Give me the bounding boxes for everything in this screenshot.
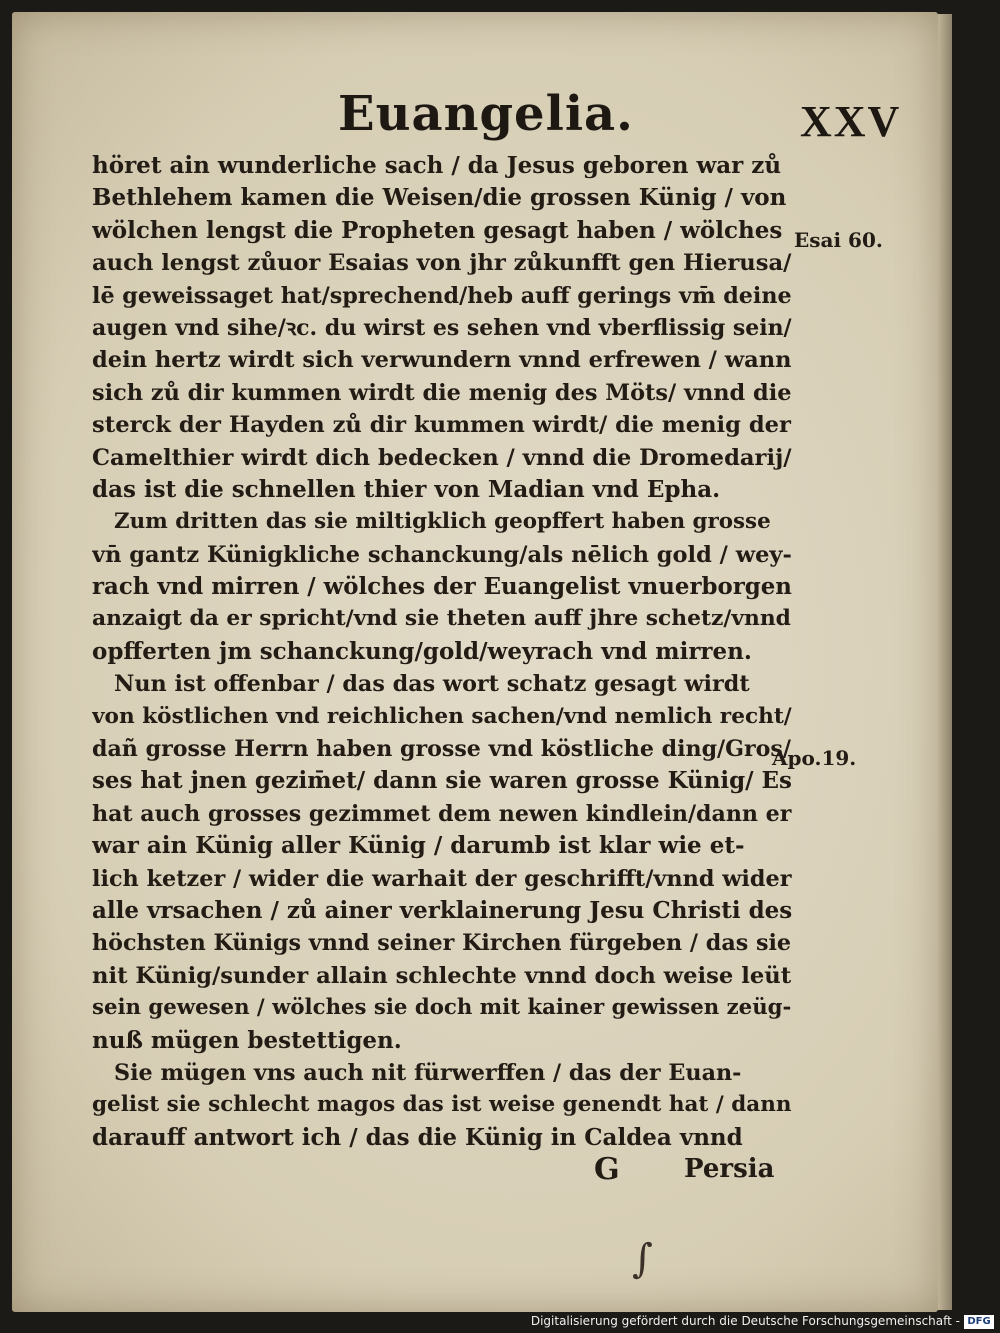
text-line: wölchen lengst die Propheten gesagt haben / wölches xyxy=(92,216,783,244)
folio-number: XXV xyxy=(800,97,902,146)
text-line: höchsten Künigs vnnd seiner Kirchen fürgeben / das sie xyxy=(92,930,792,957)
text-line: Nun ist offenbar / das das wort schatz gesagt wirdt xyxy=(114,671,750,698)
text-line: sich zů dir kummen wirdt die menig des Möts/ vnnd die xyxy=(92,379,792,406)
footer-bar xyxy=(0,1312,1000,1333)
footer-credit: Digitalisierung gefördert durch die Deutsche Forschungsgemeinschaft - xyxy=(530,1314,960,1328)
text-line: war ain Künig aller Künig / darumb ist klar wie et- xyxy=(92,832,745,860)
text-line: sterck der Hayden zů dir kummen wirdt/ die menig der xyxy=(92,412,791,439)
text-line: Bethlehem kamen die Weisen/die grossen Künig / von xyxy=(92,184,787,212)
text-line: augen vnd sihe/ꝛc. du wirst es sehen vnd vberflissig sein/ xyxy=(92,314,792,341)
text-line: darauff antwort ich / das die Künig in Caldea vnnd xyxy=(92,1123,743,1151)
text-line: nit Künig/sunder allain schlechte vnnd doch weise leüt xyxy=(92,962,792,989)
page-edge xyxy=(938,14,952,1310)
text-line: Zum dritten das sie miltigklich geopffert haben grosse xyxy=(114,509,771,535)
text-line: nuß mügen bestettigen. xyxy=(92,1026,402,1054)
text-line: sein gewesen / wölches sie doch mit kainer gewissen zeüg- xyxy=(92,995,792,1021)
text-line: hat auch grosses gezimmet dem newen kindlein/dann er xyxy=(92,800,792,827)
text-line: lich ketzer / wider die warhait der geschrifft/vnnd wider xyxy=(92,865,792,892)
text-line: von köstlichen vnd reichlichen sachen/vnd nemlich recht/ xyxy=(92,703,792,729)
text-line: lē geweissaget hat/sprechend/heb auff gerings vm̄ deine xyxy=(92,282,792,309)
catchword: Persia xyxy=(684,1154,775,1184)
text-line: dein hertz wirdt sich verwundern vnnd erfrewen / wann xyxy=(92,347,792,374)
running-title: Euangelia. xyxy=(338,86,634,142)
text-line: ses hat jnen gezim̄et/ dann sie waren grosse Künig/ Es xyxy=(92,767,792,795)
text-line: gelist sie schlecht magos das ist weise genendt hat / dann xyxy=(92,1092,792,1118)
text-line: Camelthier wirdt dich bedecken / vnnd die Dromedarij/ xyxy=(92,444,792,471)
marginal-note: Esai 60. xyxy=(794,228,883,252)
text-line: rach vnd mirren / wölches der Euangelist vnuerborgen xyxy=(92,574,792,601)
signature-mark: G xyxy=(594,1152,620,1187)
text-line: alle vrsachen / zů ainer verklainerung Jesu Christi des xyxy=(92,896,792,924)
text-line: höret ain wunderliche sach / da Jesus geboren war zů xyxy=(92,152,782,179)
text-line: dañ grosse Herrn haben grosse vnd köstliche ding/Gros/ xyxy=(92,736,791,763)
pencil-mark: ∫ xyxy=(632,1236,653,1282)
dfg-logo: DFG xyxy=(964,1315,994,1329)
marginal-note: Apo.19. xyxy=(772,746,857,770)
text-line: Sie mügen vns auch nit fürwerffen / das der Euan- xyxy=(114,1059,742,1086)
body-text xyxy=(92,150,792,1154)
text-line: vn̄ gantz Künigkliche schanckung/als nēlich gold / wey- xyxy=(92,541,792,568)
text-line: das ist die schnellen thier von Madian vnd Epha. xyxy=(92,475,721,503)
text-line: auch lengst zůuor Esaias von jhr zůkunfft gen Hierusa/ xyxy=(92,250,792,277)
text-line: opfferten jm schanckung/gold/weyrach vnd mirren. xyxy=(92,637,752,665)
text-line: anzaigt da er spricht/vnd sie theten auff jhre schetz/vnnd xyxy=(92,606,791,632)
